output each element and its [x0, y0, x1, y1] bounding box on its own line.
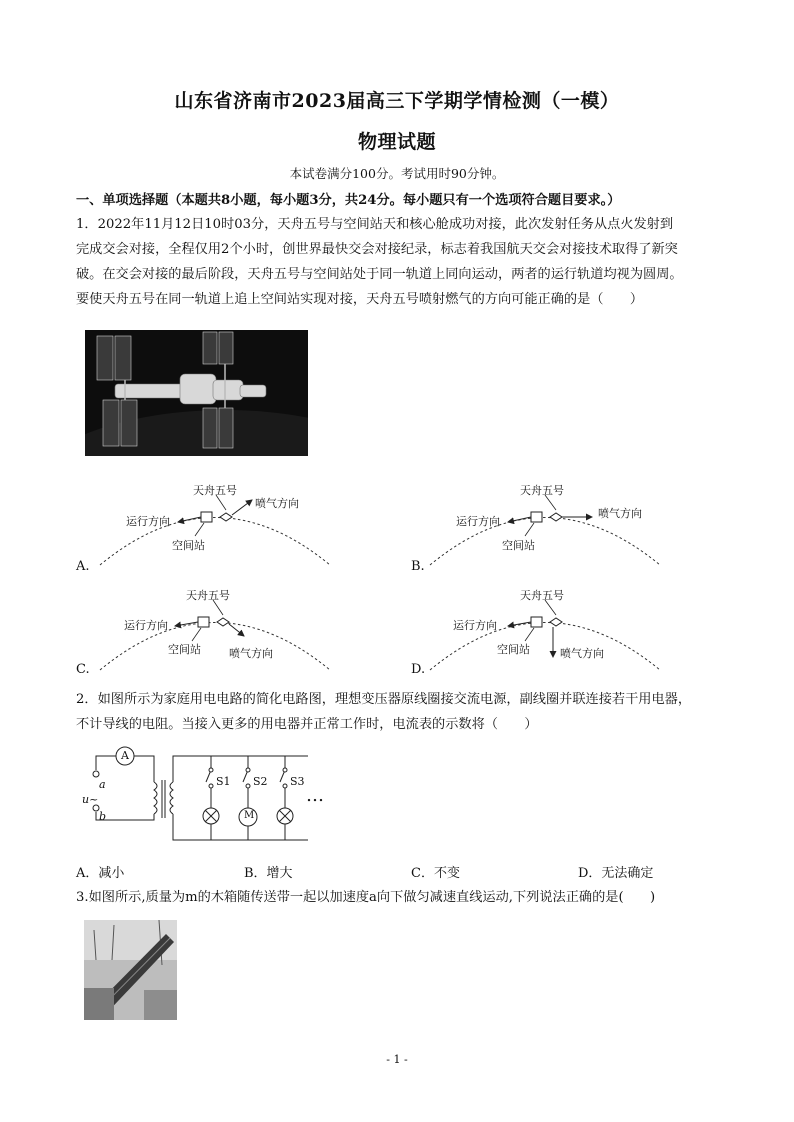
label-jet-b: 喷气方向 — [598, 507, 642, 520]
switch-s1: S1 — [216, 775, 231, 788]
conveyor-photo — [84, 920, 177, 1020]
page-title: 山东省济南市2023届高三下学期学情检测（一模） — [174, 90, 620, 112]
branch-2 — [239, 756, 257, 840]
label-run-b: 运行方向 — [456, 515, 500, 528]
label-jet-d: 喷气方向 — [560, 647, 604, 660]
option-c-label[interactable]: C. — [76, 662, 90, 677]
tianzhou-craft — [550, 618, 562, 626]
run-arrow — [508, 622, 531, 626]
exam-info: 本试卷满分100分。考试用时90分钟。 — [289, 166, 505, 181]
space-station-image — [85, 330, 308, 456]
motor-label: M — [244, 810, 255, 821]
label-station-d: 空间站 — [497, 643, 530, 656]
primary-coil — [154, 782, 157, 814]
label-tianzhou-d: 天舟五号 — [520, 589, 564, 602]
label-station-c: 空间站 — [168, 643, 201, 656]
section-heading: 一、单项选择题（本题共8小题，每小题3分，共24分。每小题只有一个选项符合题目要求。） — [76, 193, 621, 208]
circuit-ellipsis: … — [306, 785, 324, 806]
q2-option-a[interactable]: A．减小 — [76, 866, 125, 881]
switch-s3: S3 — [290, 775, 305, 788]
label-station-a: 空间站 — [172, 539, 205, 552]
page-number: - 1 - — [386, 1053, 408, 1066]
secondary-coil — [170, 782, 173, 814]
q1-options-diagram — [0, 470, 794, 690]
q2-option-b[interactable]: B．增大 — [244, 866, 293, 881]
tianzhou-craft — [220, 513, 232, 521]
tianzhou-craft — [217, 618, 229, 626]
page-subtitle: 物理试题 — [357, 131, 436, 153]
q2-option-c[interactable]: C．不变 — [411, 866, 460, 881]
option-d-label[interactable]: D. — [411, 662, 426, 677]
station-box — [198, 617, 209, 627]
terminal-b: b — [99, 810, 107, 823]
option-a-diagram — [178, 495, 252, 536]
q1-line-4: 要使天舟五号在同一轨道上追上空间站实现对接，天舟五号喷射燃气的方向可能正确的是（ ） — [76, 292, 644, 307]
terminal-a: a — [99, 778, 106, 791]
station-box — [531, 512, 542, 522]
station-box — [201, 512, 212, 522]
label-station-b: 空间站 — [502, 539, 535, 552]
label-run-a: 运行方向 — [126, 515, 170, 528]
q1-line-3: 破。在交会对接的最后阶段，天舟五号与空间站处于同一轨道上同向运动，两者的运行轨道均视为圆周。 — [76, 267, 683, 282]
branch-3 — [277, 756, 293, 840]
label-jet-c: 喷气方向 — [229, 647, 273, 660]
space-station-photo — [85, 330, 308, 456]
label-run-c: 运行方向 — [124, 619, 168, 632]
q2-option-d[interactable]: D．无法确定 — [578, 866, 654, 881]
branch-1 — [203, 756, 219, 840]
label-tianzhou-a: 天舟五号 — [193, 484, 237, 497]
q2-line-1: 2．如图所示为家庭用电电路的简化电路图，理想变压器原线圈接交流电源，副线圈并联连接若干用电器， — [76, 692, 692, 707]
switch-s2: S2 — [253, 775, 268, 788]
station-box — [531, 617, 542, 627]
run-arrow — [508, 517, 531, 522]
option-b-diagram — [508, 495, 592, 536]
ammeter-label: A — [121, 749, 129, 762]
jet-arrow — [232, 500, 252, 515]
q1-line-2: 完成交会对接，全程仅用2个小时，创世界最快交会对接纪录，标志着我国航天交会对接技术取得了新突 — [76, 242, 678, 257]
source-label: u~ — [82, 793, 99, 806]
label-jet-a: 喷气方向 — [255, 497, 299, 510]
option-b-label[interactable]: B. — [411, 559, 425, 574]
q3-text: 3.如图所示,质量为m的木箱随传送带一起以加速度a向下做匀减速直线运动,下列说法正确的是( ) — [76, 890, 656, 905]
option-a-label[interactable]: A. — [76, 559, 90, 574]
label-tianzhou-b: 天舟五号 — [520, 484, 564, 497]
option-c-diagram — [175, 600, 244, 641]
jet-arrow — [229, 624, 244, 636]
run-arrow — [178, 517, 201, 522]
q1-line-1: 1．2022年11月12日10时03分，天舟五号与空间站天和核心舱成功对接，此次发射任务从点火发射到 — [76, 217, 674, 232]
label-tianzhou-c: 天舟五号 — [186, 589, 230, 602]
tianzhou-craft — [550, 513, 562, 521]
conveyor-image — [84, 920, 177, 1020]
q2-line-2: 不计导线的电阻。当接入更多的用电器并正常工作时，电流表的示数将（ ） — [76, 717, 538, 732]
label-run-d: 运行方向 — [453, 619, 497, 632]
